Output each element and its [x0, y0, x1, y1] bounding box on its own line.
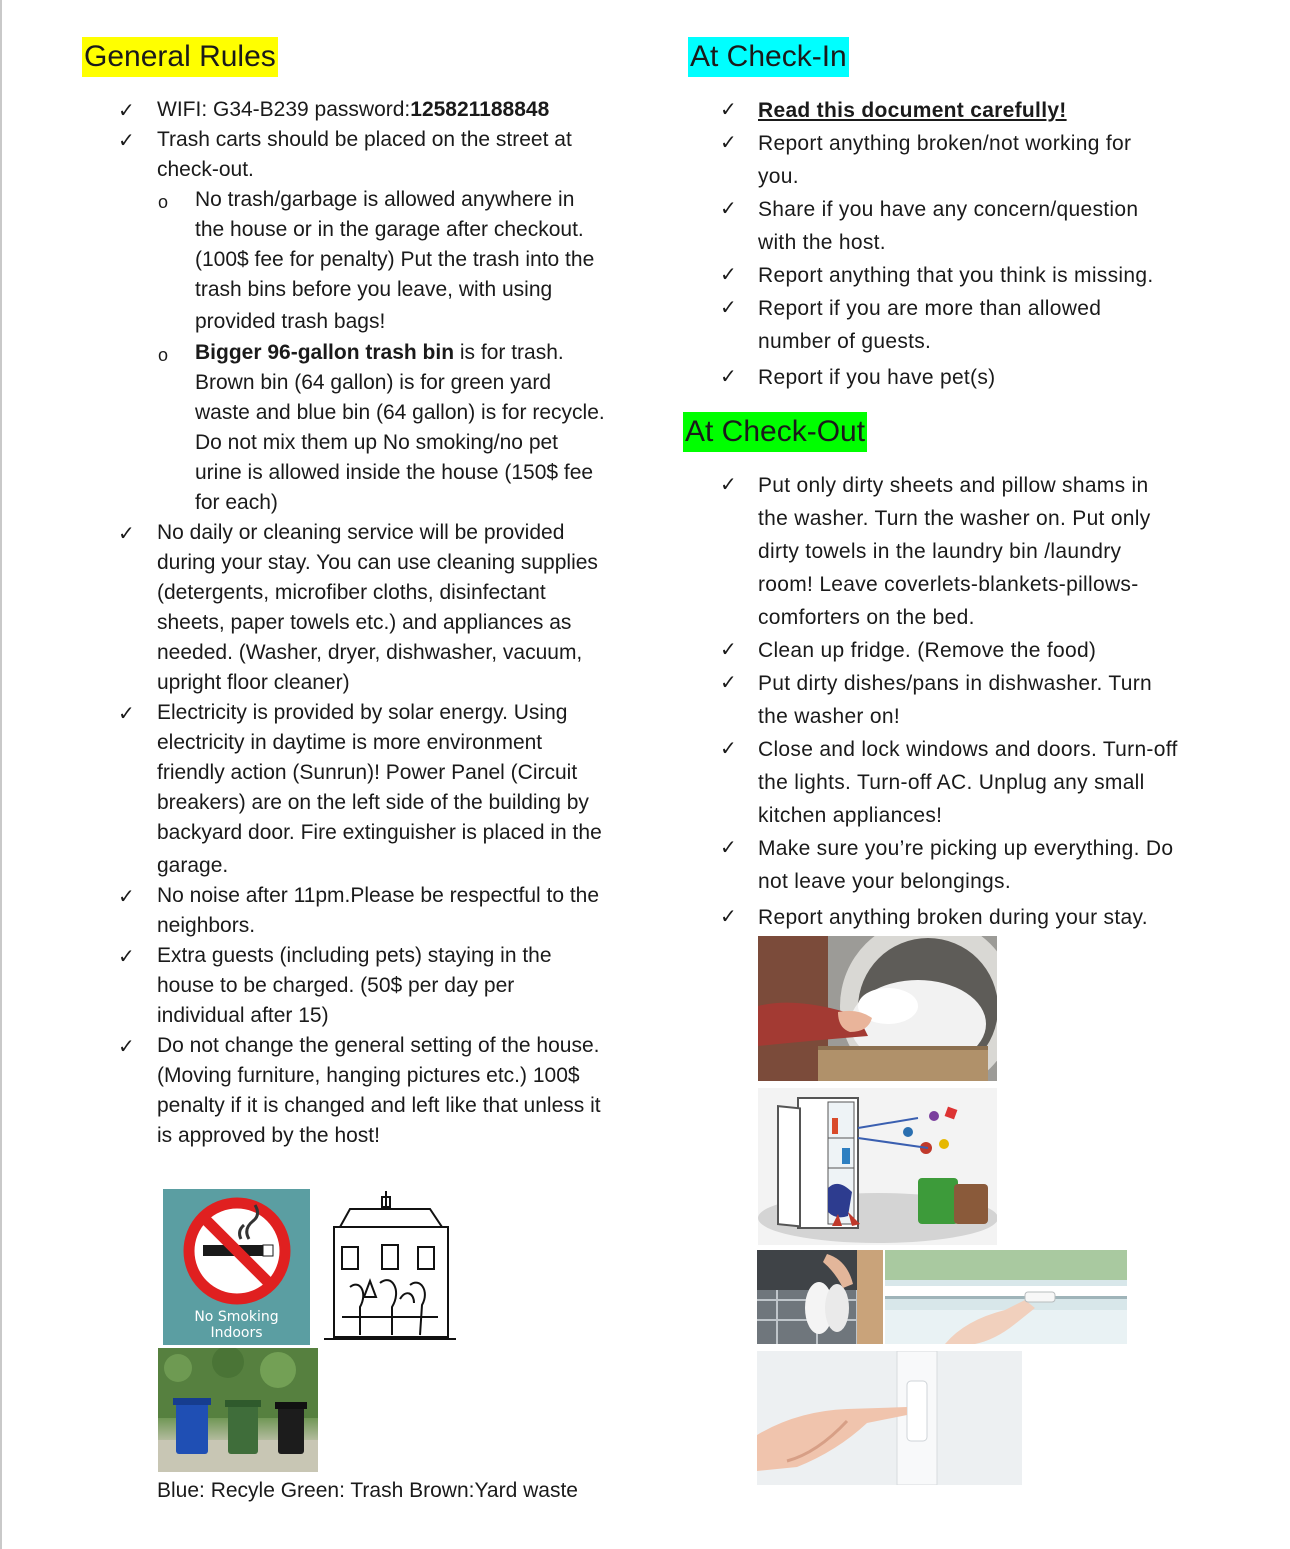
check-icon	[720, 733, 737, 764]
text-line: with the host.	[758, 231, 886, 254]
checkin-item-pets: Report if you have pet(s)	[758, 366, 996, 389]
check-icon	[720, 361, 737, 392]
checkin-item-missing: Report anything that you think is missing.	[758, 264, 1154, 287]
check-icon	[118, 881, 135, 912]
text-line: (Moving furniture, hanging pictures etc.) 100$	[157, 1064, 580, 1087]
text-line: for each)	[195, 491, 278, 514]
checkout-item-laundry	[758, 469, 1151, 634]
text-line: room! Leave coverlets-blankets-pillows-	[758, 573, 1139, 596]
check-out-heading: At Check-Out	[683, 412, 867, 452]
bins-subitem	[195, 338, 605, 518]
text-line: number of guests.	[758, 330, 932, 353]
text-line: Report anything broken/not working for	[758, 132, 1132, 155]
text-line: during your stay. You can use cleaning supplies	[157, 551, 598, 574]
wifi-label: WIFI: G34-B239 password:	[157, 98, 411, 121]
text-line: the washer. Turn the washer on. Put only	[758, 507, 1151, 530]
check-icon	[118, 95, 135, 126]
text-line: trash bins before you leave, with using	[195, 278, 553, 301]
check-icon	[720, 832, 737, 863]
check-icon	[720, 292, 737, 323]
page-left-border	[0, 0, 2, 1549]
text-line: No trash/garbage is allowed anywhere in	[195, 188, 575, 211]
setting-item	[157, 1031, 601, 1151]
general-rules-heading: General Rules	[82, 37, 278, 77]
no-smoking-sign-image	[163, 1189, 310, 1345]
light-switch-image	[757, 1351, 1022, 1485]
checkout-item-belongings	[758, 832, 1173, 898]
text-line: kitchen appliances!	[758, 804, 943, 827]
check-icon	[720, 634, 737, 665]
text-line: Share if you have any concern/question	[758, 198, 1139, 221]
text-line: the house or in the garage after checkout.	[195, 218, 584, 241]
check-icon	[720, 469, 737, 500]
text-line: breakers) are on the left side of the building by	[157, 791, 589, 814]
text-line: urine is allowed inside the house (150$ fee	[195, 461, 594, 484]
checkout-item-fridge: Clean up fridge. (Remove the food)	[758, 639, 1097, 662]
checkout-item-lock	[758, 733, 1178, 832]
text-line: (100$ fee for penalty) Put the trash into the	[195, 248, 595, 271]
text-line: house to be charged. (50$ per day per	[157, 974, 515, 997]
text-line: sheets, paper towels etc.) and appliances as	[157, 611, 572, 634]
no-trash-subitem	[195, 185, 594, 337]
electricity-item	[157, 698, 602, 881]
text-line: penalty if it is changed and left like that unless it	[157, 1094, 601, 1117]
text-line: is approved by the host!	[157, 1124, 380, 1147]
text-line: neighbors.	[157, 914, 256, 937]
text-line: comforters on the bed.	[758, 606, 975, 629]
cleaning-item	[157, 518, 598, 698]
check-icon	[720, 127, 737, 158]
check-icon	[720, 193, 737, 224]
text-line: the washer on!	[758, 705, 900, 728]
text-line: Electricity is provided by solar energy. Using	[157, 701, 568, 724]
check-icon	[118, 125, 135, 156]
washing-machine-image	[758, 936, 997, 1081]
check-icon	[118, 941, 135, 972]
text-line: No daily or cleaning service will be provided	[157, 521, 565, 544]
text-line: Report if you are more than allowed	[758, 297, 1102, 320]
text-line: Trash carts should be placed on the street at	[157, 128, 572, 151]
check-icon	[118, 518, 135, 549]
text-line: waste and blue bin (64 gallon) is for recycle.	[195, 401, 605, 424]
check-icon	[720, 94, 737, 125]
text-line: No noise after 11pm.Please be respectful to the	[157, 884, 600, 907]
text-line: provided trash bags!	[195, 310, 386, 333]
circle-bullet-icon: o	[158, 345, 169, 365]
text-line: Put dirty dishes/pans in dishwasher. Turn	[758, 672, 1153, 695]
check-icon	[720, 901, 737, 932]
wifi-item	[157, 95, 549, 125]
check-icon	[118, 1031, 135, 1062]
text-line: garage.	[157, 854, 229, 877]
text-line: Do not change the general setting of the house.	[157, 1034, 600, 1057]
sign-text: No Smoking	[194, 1309, 279, 1325]
checkin-item-report-broken	[758, 127, 1131, 193]
bin-bold-label: Bigger 96-gallon trash bin	[195, 341, 455, 364]
check-icon	[720, 259, 737, 290]
text-line: not leave your belongings.	[758, 870, 1011, 893]
trash-bins-image	[158, 1348, 318, 1472]
text-line: Brown bin (64 gallon) is for green yard	[195, 371, 552, 394]
noise-item	[157, 881, 599, 941]
sign-caption	[163, 1309, 310, 1341]
text-line: Do not mix them up No smoking/no pet	[195, 431, 559, 454]
checkin-item-read: Read this document carefully!	[758, 99, 1067, 122]
text-line: check-out.	[157, 158, 254, 181]
text-line: dirty towels in the laundry bin /laundry	[758, 540, 1122, 563]
text-line	[195, 338, 605, 368]
check-icon	[720, 667, 737, 698]
circle-bullet-icon: o	[158, 192, 169, 212]
text-line: Put only dirty sheets and pillow shams in	[758, 474, 1149, 497]
text-line: electricity in daytime is more environment	[157, 731, 543, 754]
guests-item	[157, 941, 552, 1031]
check-icon	[118, 698, 135, 729]
bin-rest: is for trash.	[454, 341, 564, 364]
text-line: Close and lock windows and doors. Turn-off	[758, 738, 1178, 761]
text-line: backyard door. Fire extinguisher is placed in the	[157, 821, 602, 844]
bin-color-caption: Blue: Recyle Green: Trash Brown:Yard waste	[157, 1479, 578, 1502]
house-sketch-image	[320, 1187, 460, 1345]
text-line: individual after 15)	[157, 1004, 329, 1027]
checkin-item-share	[758, 193, 1138, 259]
text-line: friendly action (Sunrun)! Power Panel (Circuit	[157, 761, 578, 784]
trash-item	[157, 125, 572, 185]
wifi-password: 125821188848	[410, 98, 550, 121]
text-line: (detergents, microfiber cloths, disinfectant	[157, 581, 546, 604]
text-line: Make sure you’re picking up everything. Do	[758, 837, 1174, 860]
checkin-item-guests	[758, 292, 1101, 358]
dishwasher-image	[757, 1250, 883, 1344]
checkout-item-report-broken: Report anything broken during your stay.	[758, 906, 1148, 929]
checkout-item-dishes	[758, 667, 1152, 733]
fridge-cleanup-image	[758, 1088, 997, 1245]
text-line: Extra guests (including pets) staying in the	[157, 944, 552, 967]
text-line: you.	[758, 165, 799, 188]
window-lock-image	[885, 1250, 1127, 1344]
check-in-heading: At Check-In	[688, 37, 849, 77]
text-line: the lights. Turn-off AC. Unplug any small	[758, 771, 1145, 794]
text-line: upright floor cleaner)	[157, 671, 350, 694]
text-line: needed. (Washer, dryer, dishwasher, vacuum,	[157, 641, 583, 664]
sign-text: Indoors	[210, 1325, 263, 1341]
